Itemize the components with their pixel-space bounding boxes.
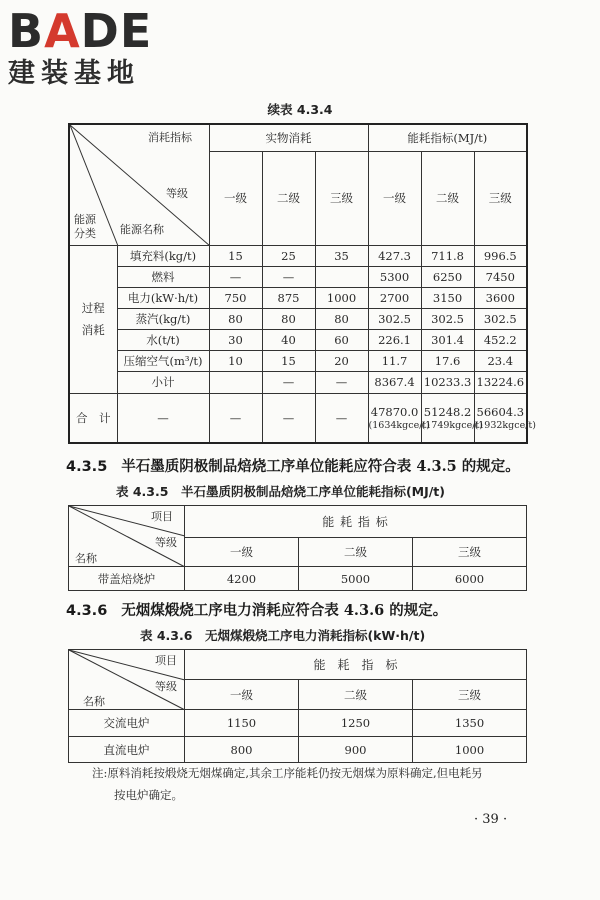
cell: 301.4 <box>421 329 474 350</box>
cell: 13224.6 <box>474 371 527 393</box>
cell: 15 <box>262 350 315 371</box>
cell: 302.5 <box>474 308 527 329</box>
table-caption-436: 表 4.3.6 无烟煤煅烧工序电力消耗指标(kW·h/t) <box>140 628 426 643</box>
header-g1: 一级 <box>209 151 262 245</box>
brand-wordmark: BADE <box>8 4 153 58</box>
cell: 6250 <box>421 266 474 287</box>
total-e2-kgce: (1749kgce/t) <box>421 419 483 431</box>
section-text: 无烟煤煅烧工序电力消耗应符合表 4.3.6 的规定。 <box>121 602 448 619</box>
table-435-diagonal-header <box>69 506 185 567</box>
cell: 23.4 <box>474 350 527 371</box>
cell: 40 <box>262 329 315 350</box>
table-row <box>69 329 527 350</box>
cell: 20 <box>315 350 368 371</box>
cell: 35 <box>315 245 368 266</box>
cell: 996.5 <box>474 245 527 266</box>
row-name: 电力(kW·h/t) <box>117 287 209 308</box>
cell: 11.7 <box>368 350 421 371</box>
header-physical: 实物消耗 <box>209 124 368 151</box>
cell: 25 <box>262 245 315 266</box>
cell: — <box>209 393 262 443</box>
row-name: 水(t/t) <box>117 329 209 350</box>
table-row <box>69 567 527 591</box>
cell: 10 <box>209 350 262 371</box>
header-g2: 二级 <box>262 151 315 245</box>
header-g1: 一级 <box>185 538 299 567</box>
total-e2 <box>421 393 483 443</box>
cell: 1250 <box>299 710 413 737</box>
cell: 875 <box>262 287 315 308</box>
header-g3: 三级 <box>413 680 527 710</box>
cell <box>209 371 262 393</box>
header-name: 名称 <box>83 695 105 708</box>
total-label: 合 计 <box>69 393 117 443</box>
header-g3: 三级 <box>413 538 527 567</box>
header-grade: 等级 <box>155 680 177 693</box>
cell: 3600 <box>474 287 527 308</box>
section-number: 4.3.6 <box>66 603 108 619</box>
group-label: 过程 消耗 <box>69 245 117 393</box>
table-435 <box>68 505 527 591</box>
header-g2: 二级 <box>299 538 413 567</box>
page-number: · 39 · <box>474 812 508 827</box>
total-e1-value: 47870.0 <box>370 404 419 419</box>
cell: — <box>315 393 368 443</box>
table-row <box>69 350 527 371</box>
total-e3-value: 56604.3 <box>476 404 525 419</box>
total-e1-kgce: (1634kgce/t) <box>368 419 430 431</box>
table-436-diagonal-header <box>69 650 185 710</box>
cell: 10233.3 <box>421 371 474 393</box>
row-name: 填充料(kg/t) <box>117 245 209 266</box>
header-g3: 三级 <box>315 151 368 245</box>
row-name: 带盖焙烧炉 <box>69 567 185 591</box>
header-grade: 等级 <box>166 187 188 200</box>
cell: 427.3 <box>368 245 421 266</box>
header-name: 名称 <box>75 552 97 565</box>
table-note <box>92 762 483 806</box>
cell: 80 <box>315 308 368 329</box>
cell: 226.1 <box>368 329 421 350</box>
cell: 80 <box>209 308 262 329</box>
header-item: 项目 <box>155 654 177 667</box>
table-row <box>69 266 527 287</box>
table-total-row <box>69 393 527 443</box>
row-name: 直流电炉 <box>69 737 185 763</box>
table-row <box>69 371 527 393</box>
note-line-1: 注:原料消耗按煅烧无烟煤确定,其余工序能耗仍按无烟煤为原料确定,但电耗另 <box>92 766 483 780</box>
cell: 2700 <box>368 287 421 308</box>
table-row <box>69 287 527 308</box>
cell: 1000 <box>413 737 527 763</box>
cell: 8367.4 <box>368 371 421 393</box>
cell: — <box>117 393 209 443</box>
total-e3-kgce: (1932kgce/t) <box>474 419 536 431</box>
cell: — <box>262 266 315 287</box>
cell: 80 <box>262 308 315 329</box>
cell: 900 <box>299 737 413 763</box>
header-g1: 一级 <box>185 680 299 710</box>
row-name: 蒸汽(kg/t) <box>117 308 209 329</box>
cell: 1350 <box>413 710 527 737</box>
table-row <box>69 245 527 266</box>
row-name: 压缩空气(m³/t) <box>117 350 209 371</box>
cell: 302.5 <box>421 308 474 329</box>
header-e3: 三级 <box>474 151 527 245</box>
table-434 <box>68 123 536 444</box>
cell: — <box>209 266 262 287</box>
header-e1: 一级 <box>368 151 421 245</box>
cell: 17.6 <box>421 350 474 371</box>
brand-subtitle: 建装基地 <box>8 58 140 89</box>
total-e3 <box>474 393 536 443</box>
cell: 302.5 <box>368 308 421 329</box>
header-indicator: 消耗指标 <box>148 131 192 144</box>
total-e2-value: 51248.2 <box>423 404 472 419</box>
cell: 30 <box>209 329 262 350</box>
cell: — <box>262 371 315 393</box>
header-energy: 能 耗 指 标 <box>185 506 527 538</box>
cell: 1000 <box>315 287 368 308</box>
brand-logo <box>8 6 183 98</box>
cell: 452.2 <box>474 329 527 350</box>
section-text: 半石墨质阴极制品焙烧工序单位能耗应符合表 4.3.5 的规定。 <box>121 458 520 475</box>
cell: 3150 <box>421 287 474 308</box>
table-caption-434: 续表 4.3.4 <box>267 102 333 117</box>
total-e1 <box>368 393 430 443</box>
header-grade: 等级 <box>155 536 177 549</box>
row-name: 交流电炉 <box>69 710 185 737</box>
table-row <box>69 308 527 329</box>
table-434-diagonal-header <box>69 124 209 245</box>
table-436 <box>68 649 527 763</box>
cell: 1150 <box>185 710 299 737</box>
row-name: 小计 <box>117 371 209 393</box>
cell: 750 <box>209 287 262 308</box>
header-category: 能源 分类 <box>74 213 96 240</box>
cell: 60 <box>315 329 368 350</box>
cell: 711.8 <box>421 245 474 266</box>
cell: 5300 <box>368 266 421 287</box>
cell <box>315 266 368 287</box>
note-line-2: 按电炉确定。 <box>114 788 183 802</box>
cell: 4200 <box>185 567 299 591</box>
header-energy: 能耗指标(MJ/t) <box>368 124 527 151</box>
header-energy: 能 耗 指 标 <box>185 650 527 680</box>
cell: 15 <box>209 245 262 266</box>
section-435 <box>66 455 520 476</box>
header-energy-name: 能源名称 <box>120 223 164 236</box>
cell: 6000 <box>413 567 527 591</box>
table-row <box>69 737 527 763</box>
header-item: 项目 <box>151 510 173 523</box>
header-e2: 二级 <box>421 151 474 245</box>
cell: — <box>262 393 315 443</box>
table-caption-435: 表 4.3.5 半石墨质阴极制品焙烧工序单位能耗指标(MJ/t) <box>116 484 445 499</box>
table-row <box>69 710 527 737</box>
section-436 <box>66 599 447 620</box>
cell: — <box>315 371 368 393</box>
cell: 800 <box>185 737 299 763</box>
cell: 7450 <box>474 266 527 287</box>
row-name: 燃料 <box>117 266 209 287</box>
cell: 5000 <box>299 567 413 591</box>
section-number: 4.3.5 <box>66 459 108 475</box>
header-g2: 二级 <box>299 680 413 710</box>
